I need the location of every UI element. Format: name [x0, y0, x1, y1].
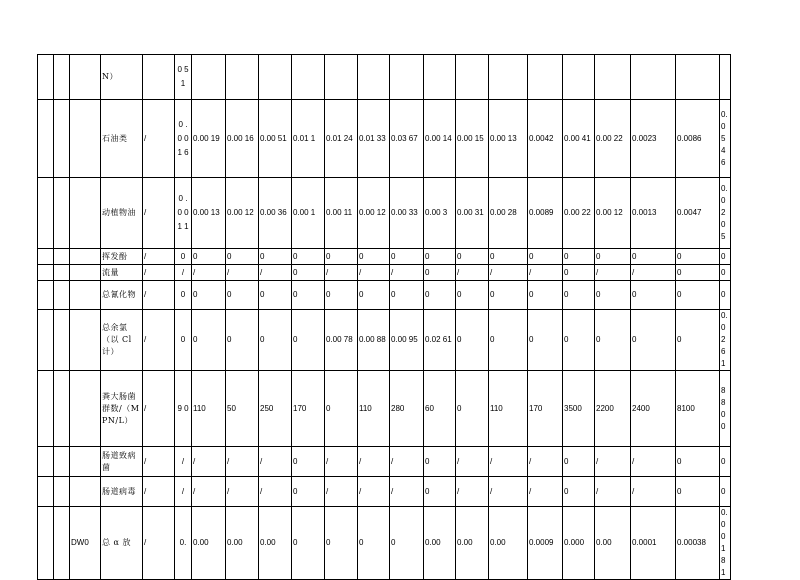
limit-value: 0.: [179, 538, 187, 547]
value-cell: 0: [358, 507, 390, 580]
unit-cell: /: [143, 477, 175, 507]
group-cell: [38, 507, 54, 580]
group-cell: [70, 281, 101, 310]
value-cell: 0: [528, 310, 563, 371]
value-cell: [292, 55, 325, 100]
limit-value: /: [181, 267, 185, 277]
table-row: [38, 100, 731, 178]
value-cell: 0: [563, 477, 595, 507]
value-cell: 0: [226, 281, 259, 310]
value-cell: 0: [192, 249, 226, 265]
value-cell: /: [325, 447, 358, 477]
outlet-code-cell: DW0: [70, 507, 101, 580]
value-cell: 0: [292, 249, 325, 265]
value-cell: /: [456, 447, 489, 477]
limit-value: 0: [180, 251, 186, 261]
value-cell: 0: [424, 249, 456, 265]
value-cell: 0.01 24: [325, 100, 358, 178]
group-cell: [70, 371, 101, 447]
value-cell: [676, 55, 720, 100]
group-cell: [54, 265, 70, 281]
value-cell: 0: [456, 371, 489, 447]
parameter-name-cell: 动植物油: [101, 178, 143, 249]
value-cell: 0.0086: [676, 100, 720, 178]
table-row: [38, 178, 731, 249]
value-cell: 0: [292, 281, 325, 310]
group-cell: [38, 281, 54, 310]
value-cell: [259, 55, 292, 100]
value-cell: 0: [192, 281, 226, 310]
group-cell: [70, 310, 101, 371]
value-cell: 0: [720, 249, 731, 265]
table-body: [38, 55, 731, 580]
group-cell: [54, 55, 70, 100]
value-cell: /: [595, 477, 631, 507]
group-cell: [38, 249, 54, 265]
value-cell: 0.00 13: [489, 100, 528, 178]
limit-cell: [175, 371, 192, 447]
value-cell: 0: [563, 310, 595, 371]
value-cell: 0: [631, 249, 676, 265]
value-cell: 250: [259, 371, 292, 447]
table-row: [38, 371, 731, 447]
group-cell: [38, 477, 54, 507]
parameter-name-cell: 总 α 放: [101, 507, 143, 580]
group-cell: [54, 178, 70, 249]
value-cell: 110: [192, 371, 226, 447]
group-cell: [54, 507, 70, 580]
parameter-name-cell: 总余氯（以 Cl 计）: [101, 310, 143, 371]
value-cell: 0.03 67: [390, 100, 424, 178]
value-cell: /: [259, 447, 292, 477]
value-cell: [226, 55, 259, 100]
group-cell: [70, 55, 101, 100]
value-cell: 0: [720, 477, 731, 507]
value-cell: 0: [259, 281, 292, 310]
value-cell: 0: [226, 249, 259, 265]
value-cell: /: [226, 265, 259, 281]
group-cell: [54, 281, 70, 310]
unit-cell: /: [143, 371, 175, 447]
group-cell: [54, 249, 70, 265]
value-cell: 0.00 3: [424, 178, 456, 249]
value-cell: 0.00 13: [192, 178, 226, 249]
value-cell: 0: [390, 507, 424, 580]
value-cell: 170: [292, 371, 325, 447]
value-cell: 0.000: [563, 507, 595, 580]
value-cell: [192, 55, 226, 100]
value-cell: 0: [676, 281, 720, 310]
value-cell: /: [390, 265, 424, 281]
value-cell: /: [631, 447, 676, 477]
value-cell: 0.00 19: [192, 100, 226, 178]
value-cell: 0: [563, 265, 595, 281]
unit-cell: /: [143, 447, 175, 477]
value-cell: 0.00 95: [390, 310, 424, 371]
value-cell: 0.0009: [528, 507, 563, 580]
value-cell: 0.00 28: [489, 178, 528, 249]
limit-value: 9 0: [177, 403, 189, 413]
group-cell: [38, 100, 54, 178]
value-cell: /: [528, 265, 563, 281]
parameter-name-cell: 石油类: [101, 100, 143, 178]
value-cell: /: [325, 265, 358, 281]
value-cell: 0.00: [226, 507, 259, 580]
value-cell: 0.00 16: [226, 100, 259, 178]
value-cell: 0.00 22: [563, 178, 595, 249]
group-cell: [54, 477, 70, 507]
value-cell: /: [528, 447, 563, 477]
limit-value: /: [181, 486, 185, 496]
parameter-name-cell: 挥发酚: [101, 249, 143, 265]
value-cell: 0: [720, 265, 731, 281]
group-cell: [54, 447, 70, 477]
value-cell: 0.0205: [720, 178, 731, 249]
group-cell: [54, 310, 70, 371]
value-cell: 0: [528, 281, 563, 310]
value-cell: 0.00 78: [325, 310, 358, 371]
value-cell: /: [528, 477, 563, 507]
value-cell: [358, 55, 390, 100]
value-cell: 110: [358, 371, 390, 447]
value-cell: [325, 55, 358, 100]
value-cell: 0: [720, 447, 731, 477]
value-cell: 0: [595, 249, 631, 265]
limit-cell: [175, 100, 192, 178]
table-row: [38, 310, 731, 371]
value-cell: 0.00038: [676, 507, 720, 580]
value-cell: 0: [424, 281, 456, 310]
value-cell: 0.00 11: [325, 178, 358, 249]
value-cell: 0.00: [192, 507, 226, 580]
value-cell: 0: [325, 371, 358, 447]
value-cell: /: [325, 477, 358, 507]
value-cell: /: [226, 477, 259, 507]
limit-value: 0: [180, 335, 186, 344]
unit-cell: /: [143, 507, 175, 580]
value-cell: 0.0001: [631, 507, 676, 580]
value-cell: /: [192, 447, 226, 477]
table-row: [38, 447, 731, 477]
limit-cell: [175, 249, 192, 265]
limit-cell: [175, 178, 192, 249]
value-cell: 0.00 51: [259, 100, 292, 178]
value-cell: 2400: [631, 371, 676, 447]
group-cell: [38, 55, 54, 100]
value-cell: 0.0013: [631, 178, 676, 249]
value-cell: [595, 55, 631, 100]
table-row: [38, 281, 731, 310]
value-cell: 0: [192, 310, 226, 371]
value-cell: 0: [631, 310, 676, 371]
value-cell: 0: [325, 281, 358, 310]
group-cell: [38, 178, 54, 249]
value-cell: 0: [292, 265, 325, 281]
monitoring-data-table: [37, 54, 731, 580]
value-cell: 0: [456, 249, 489, 265]
limit-cell: [175, 55, 192, 100]
value-cell: 0.00181: [720, 507, 731, 580]
value-cell: 0.00: [489, 507, 528, 580]
parameter-name-cell: 肠道致病菌: [101, 447, 143, 477]
value-cell: 0: [325, 507, 358, 580]
value-cell: /: [358, 477, 390, 507]
group-cell: [38, 447, 54, 477]
limit-value: 0 . 0 0 1 1: [177, 194, 189, 231]
group-cell: [70, 100, 101, 178]
value-cell: 0: [259, 249, 292, 265]
value-cell: 0.0047: [676, 178, 720, 249]
value-cell: 0.00 41: [563, 100, 595, 178]
value-cell: 0.00 88: [358, 310, 390, 371]
group-cell: [70, 265, 101, 281]
value-cell: [489, 55, 528, 100]
group-cell: [54, 371, 70, 447]
value-cell: 0: [292, 507, 325, 580]
value-cell: 0: [563, 447, 595, 477]
value-cell: 0: [720, 281, 731, 310]
value-cell: 8800: [720, 371, 731, 447]
limit-cell: [175, 281, 192, 310]
limit-value: /: [181, 456, 185, 466]
value-cell: 0: [595, 281, 631, 310]
unit-cell: /: [143, 310, 175, 371]
unit-cell: /: [143, 249, 175, 265]
value-cell: 0: [226, 310, 259, 371]
value-cell: [456, 55, 489, 100]
parameter-name-cell: 肠道病毒: [101, 477, 143, 507]
value-cell: 0.00 36: [259, 178, 292, 249]
value-cell: 0: [292, 447, 325, 477]
value-cell: 0: [390, 249, 424, 265]
group-cell: [70, 477, 101, 507]
limit-cell: [175, 447, 192, 477]
value-cell: 0: [676, 249, 720, 265]
value-cell: 8100: [676, 371, 720, 447]
value-cell: 280: [390, 371, 424, 447]
value-cell: 0: [456, 281, 489, 310]
value-cell: 0: [631, 281, 676, 310]
value-cell: 0: [563, 281, 595, 310]
value-cell: /: [358, 447, 390, 477]
value-cell: 0: [358, 281, 390, 310]
value-cell: /: [390, 477, 424, 507]
value-cell: 2200: [595, 371, 631, 447]
value-cell: 0: [325, 249, 358, 265]
value-cell: /: [259, 477, 292, 507]
parameter-name-cell: 总氰化物: [101, 281, 143, 310]
group-cell: [38, 310, 54, 371]
group-cell: [70, 178, 101, 249]
value-cell: 0.00 1: [292, 178, 325, 249]
table-row: [38, 507, 731, 580]
limit-value: 0 . 0 0 1 6: [177, 119, 189, 157]
value-cell: 0: [528, 249, 563, 265]
value-cell: 0: [676, 310, 720, 371]
value-cell: 0.00 15: [456, 100, 489, 178]
value-cell: 0: [424, 447, 456, 477]
unit-cell: /: [143, 281, 175, 310]
value-cell: 0: [489, 281, 528, 310]
value-cell: 0.01 1: [292, 100, 325, 178]
table-row: [38, 477, 731, 507]
parameter-name-cell: 流量: [101, 265, 143, 281]
value-cell: 0: [489, 310, 528, 371]
group-cell: [70, 249, 101, 265]
unit-cell: [143, 55, 175, 100]
value-cell: /: [595, 265, 631, 281]
parameter-name-cell: N）: [101, 55, 143, 100]
value-cell: [390, 55, 424, 100]
limit-value: 0: [180, 290, 186, 299]
limit-cell: [175, 477, 192, 507]
value-cell: 0.0261: [720, 310, 731, 371]
value-cell: 0: [259, 310, 292, 371]
value-cell: 0: [563, 249, 595, 265]
parameter-name-cell: 粪大肠菌群数/（MPN/L）: [101, 371, 143, 447]
value-cell: 0: [595, 310, 631, 371]
value-cell: /: [595, 447, 631, 477]
value-cell: 110: [489, 371, 528, 447]
value-cell: 0.00 33: [390, 178, 424, 249]
value-cell: /: [358, 265, 390, 281]
value-cell: 0.00 22: [595, 100, 631, 178]
value-cell: [424, 55, 456, 100]
value-cell: 0.00: [259, 507, 292, 580]
table-row: [38, 55, 731, 100]
value-cell: /: [456, 477, 489, 507]
value-cell: 0.0042: [528, 100, 563, 178]
unit-cell: /: [143, 178, 175, 249]
value-cell: 0: [676, 265, 720, 281]
value-cell: /: [489, 265, 528, 281]
value-cell: /: [489, 477, 528, 507]
value-cell: 0.00 12: [226, 178, 259, 249]
value-cell: 0: [292, 477, 325, 507]
value-cell: 0.02 61: [424, 310, 456, 371]
value-cell: 0.00 14: [424, 100, 456, 178]
value-cell: [720, 55, 731, 100]
value-cell: 0.00: [595, 507, 631, 580]
value-cell: 0: [676, 477, 720, 507]
value-cell: 0: [424, 477, 456, 507]
value-cell: 0: [358, 249, 390, 265]
value-cell: /: [192, 477, 226, 507]
value-cell: 60: [424, 371, 456, 447]
value-cell: 0.00 12: [358, 178, 390, 249]
value-cell: /: [390, 447, 424, 477]
unit-cell: /: [143, 265, 175, 281]
value-cell: 0.01 33: [358, 100, 390, 178]
limit-cell: [175, 310, 192, 371]
unit-cell: /: [143, 100, 175, 178]
value-cell: /: [226, 447, 259, 477]
value-cell: 0.0546: [720, 100, 731, 178]
group-cell: [54, 100, 70, 178]
limit-cell: [175, 507, 192, 580]
value-cell: 0.0089: [528, 178, 563, 249]
value-cell: 0: [292, 310, 325, 371]
value-cell: /: [631, 265, 676, 281]
value-cell: 0: [456, 310, 489, 371]
value-cell: /: [456, 265, 489, 281]
value-cell: [528, 55, 563, 100]
value-cell: 0.0023: [631, 100, 676, 178]
value-cell: 0: [676, 447, 720, 477]
value-cell: 0.00 12: [595, 178, 631, 249]
group-cell: [38, 265, 54, 281]
value-cell: 0.00: [424, 507, 456, 580]
value-cell: /: [259, 265, 292, 281]
value-cell: /: [192, 265, 226, 281]
value-cell: 0.00: [456, 507, 489, 580]
value-cell: 3500: [563, 371, 595, 447]
value-cell: 0: [489, 249, 528, 265]
group-cell: [70, 447, 101, 477]
value-cell: 0.00 31: [456, 178, 489, 249]
value-cell: /: [489, 447, 528, 477]
value-cell: 0: [390, 281, 424, 310]
value-cell: 170: [528, 371, 563, 447]
value-cell: /: [631, 477, 676, 507]
value-cell: [631, 55, 676, 100]
limit-value: 0 5 1: [177, 65, 189, 88]
table-row: [38, 249, 731, 265]
group-cell: [38, 371, 54, 447]
value-cell: [563, 55, 595, 100]
value-cell: 50: [226, 371, 259, 447]
value-cell: 0: [424, 265, 456, 281]
table-row: [38, 265, 731, 281]
limit-cell: [175, 265, 192, 281]
